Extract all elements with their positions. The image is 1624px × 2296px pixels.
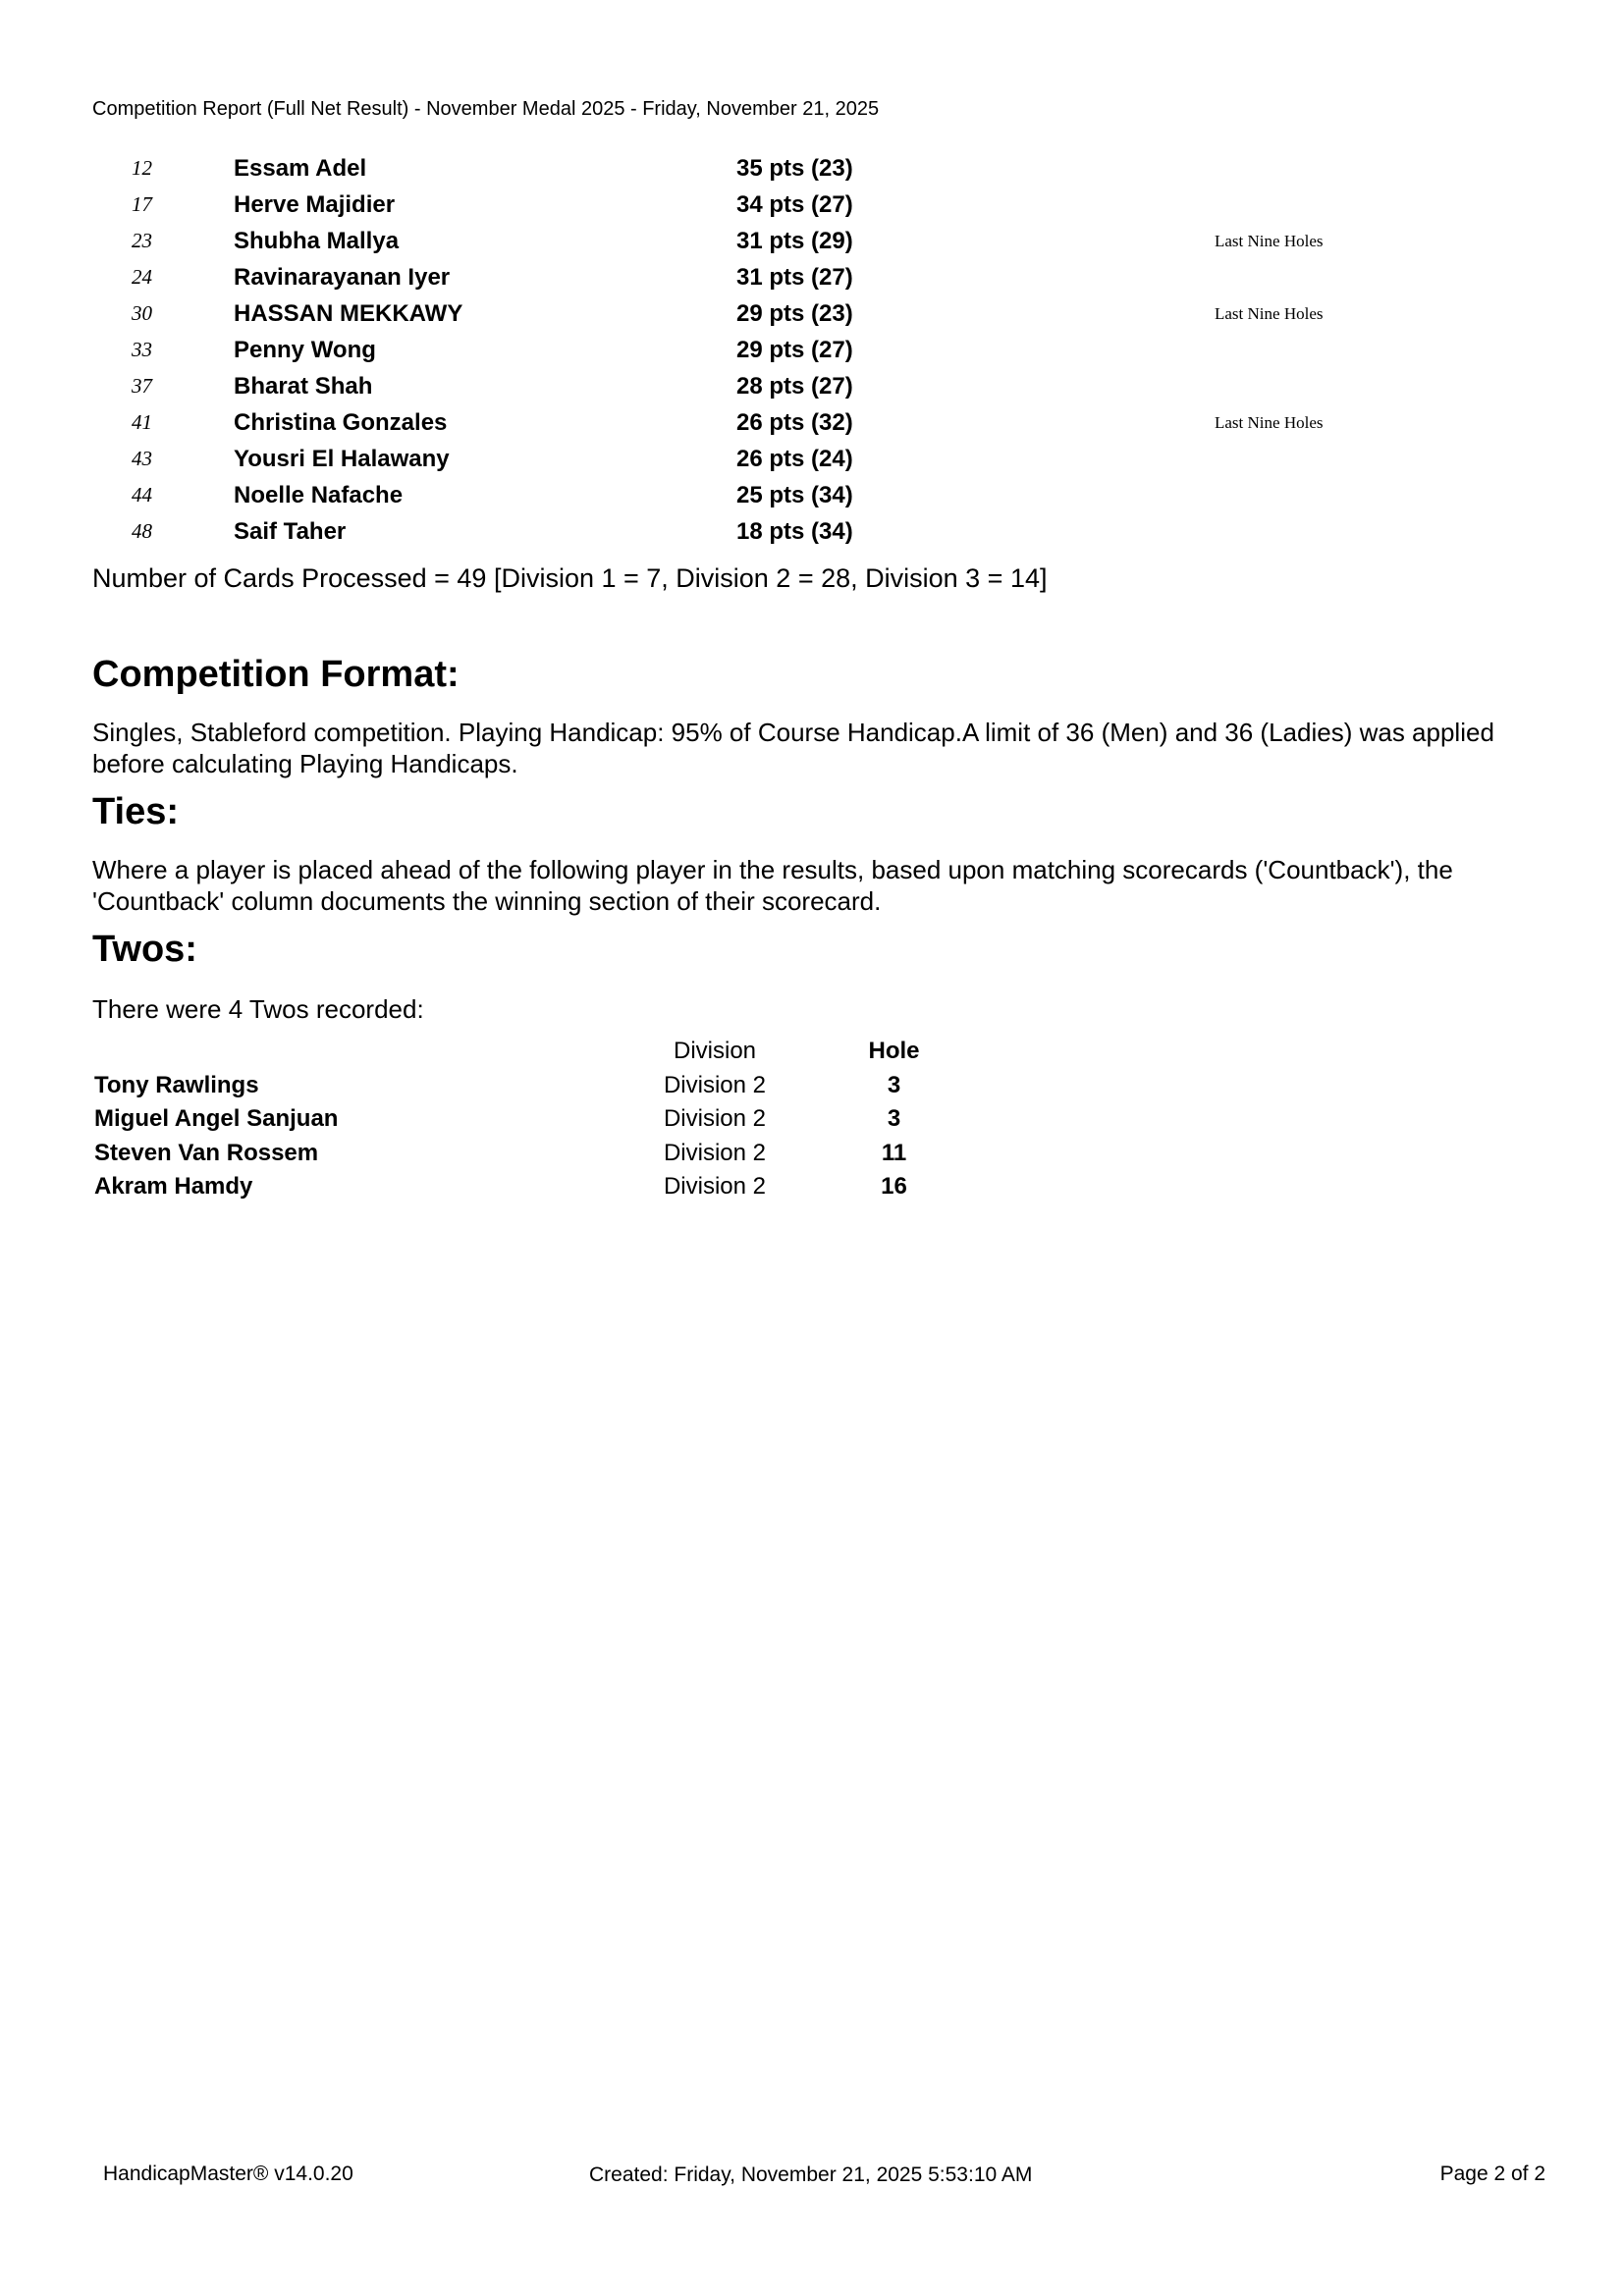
report-header-title: Competition Report (Full Net Result) - November Medal 2025 - Friday, November 21, 2025 <box>92 98 880 120</box>
twos-player-name: Akram Hamdy <box>94 1173 253 1201</box>
score: 34 pts (27) <box>736 190 853 218</box>
table-row <box>94 1069 975 1103</box>
player-name: Christina Gonzales <box>234 408 448 436</box>
table-row <box>92 513 1323 550</box>
score: 29 pts (27) <box>736 336 853 363</box>
score: 26 pts (32) <box>736 408 853 436</box>
twos-heading: Twos: <box>92 929 197 970</box>
twos-division: Division 2 <box>663 1139 767 1166</box>
position: 12 <box>132 156 152 180</box>
countback <box>1215 441 1323 477</box>
twos-col-name <box>94 1035 617 1069</box>
score: 28 pts (27) <box>736 372 853 400</box>
countback: Last Nine Holes <box>1215 412 1324 432</box>
twos-table <box>94 1035 975 1204</box>
countback: Last Nine Holes <box>1215 303 1324 323</box>
twos-division: Division 2 <box>663 1173 767 1201</box>
twos-hole: 3 <box>887 1071 901 1098</box>
player-name: Noelle Nafache <box>234 481 404 508</box>
player-name: Herve Majidier <box>234 190 396 218</box>
countback <box>1215 187 1323 223</box>
score: 35 pts (23) <box>736 154 853 182</box>
table-row <box>92 477 1323 513</box>
ties-text: Where a player is placed ahead of the following player in the results, based upon matching scorecards ('Countback'), the 'Countback' column documents the winning section of their scorecard. <box>92 855 1453 916</box>
player-name: Essam Adel <box>234 154 367 182</box>
score: 18 pts (34) <box>736 517 853 545</box>
ties-heading: Ties: <box>92 791 180 832</box>
player-name: Penny Wong <box>234 336 376 363</box>
countback <box>1215 332 1323 368</box>
position: 24 <box>132 265 152 289</box>
position: 44 <box>132 483 152 507</box>
twos-division: Division 2 <box>663 1071 767 1098</box>
table-row <box>92 368 1323 404</box>
position: 33 <box>132 338 152 361</box>
competition-format-heading: Competition Format: <box>92 654 460 695</box>
table-row <box>92 332 1323 368</box>
table-row <box>94 1137 975 1171</box>
countback <box>1215 259 1323 295</box>
twos-division: Division 2 <box>663 1105 767 1133</box>
position: 37 <box>132 374 152 398</box>
table-row <box>94 1102 975 1137</box>
position: 48 <box>132 519 152 543</box>
position: 43 <box>132 447 152 470</box>
table-row <box>92 223 1323 259</box>
twos-intro: There were 4 Twos recorded: <box>92 994 424 1024</box>
competition-format-text: Singles, Stableford competition. Playing Handicap: 95% of Course Handicap.A limit of 36 (Men) and 36 (Ladies) was applied before calculating Playing Handicaps. <box>92 718 1494 778</box>
position: 23 <box>132 229 152 252</box>
score: 31 pts (27) <box>736 263 853 291</box>
footer-page-number: Page 2 of 2 <box>1439 2163 1545 2185</box>
position: 30 <box>132 301 152 325</box>
countback: Last Nine Holes <box>1215 231 1324 250</box>
player-name: HASSAN MEKKAWY <box>234 299 463 327</box>
countback <box>1215 150 1323 187</box>
countback <box>1215 477 1323 513</box>
footer-created-timestamp: Created: Friday, November 21, 2025 5:53:10 AM <box>589 2163 1033 2186</box>
table-row <box>92 187 1323 223</box>
footer-software-version: HandicapMaster® v14.0.20 <box>103 2163 353 2185</box>
table-row <box>94 1170 975 1204</box>
twos-hole: 3 <box>887 1105 901 1133</box>
twos-player-name: Steven Van Rossem <box>94 1139 319 1166</box>
score: 26 pts (24) <box>736 445 853 472</box>
twos-player-name: Miguel Angel Sanjuan <box>94 1105 339 1133</box>
twos-hole: 16 <box>881 1173 907 1201</box>
twos-header-row <box>94 1035 975 1069</box>
table-row <box>92 150 1323 187</box>
cards-processed-summary: Number of Cards Processed = 49 [Division 1 = 7, Division 2 = 28, Division 3 = 14] <box>92 563 1048 593</box>
position: 17 <box>132 192 152 216</box>
player-name: Ravinarayanan Iyer <box>234 263 451 291</box>
player-name: Yousri El Halawany <box>234 445 450 472</box>
countback <box>1215 513 1323 550</box>
twos-col-hole: Hole <box>868 1038 920 1065</box>
table-row <box>92 441 1323 477</box>
player-name: Shubha Mallya <box>234 227 400 254</box>
table-row <box>92 259 1323 295</box>
table-row <box>92 295 1323 332</box>
twos-hole: 11 <box>881 1139 907 1166</box>
twos-player-name: Tony Rawlings <box>94 1071 259 1098</box>
player-name: Saif Taher <box>234 517 347 545</box>
table-row <box>92 404 1323 441</box>
player-name: Bharat Shah <box>234 372 373 400</box>
results-table <box>92 150 1323 550</box>
score: 25 pts (34) <box>736 481 853 508</box>
score: 31 pts (29) <box>736 227 853 254</box>
score: 29 pts (23) <box>736 299 853 327</box>
position: 41 <box>132 410 152 434</box>
countback <box>1215 368 1323 404</box>
twos-col-division: Division <box>673 1038 757 1065</box>
